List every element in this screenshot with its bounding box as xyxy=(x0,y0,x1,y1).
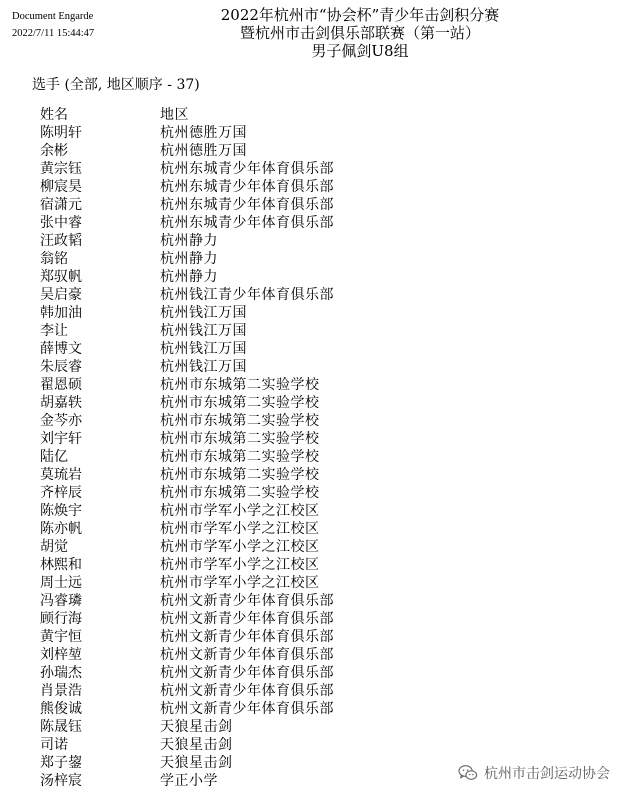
fencer-region: 天狼星击剑 xyxy=(160,755,233,771)
table-row xyxy=(40,160,334,178)
table-row xyxy=(40,340,334,358)
title-block xyxy=(150,6,570,60)
table-row xyxy=(40,592,334,610)
table-row xyxy=(40,682,334,700)
fencer-name: 陈明轩 xyxy=(40,125,82,141)
fencer-name: 孙瑞杰 xyxy=(40,665,82,681)
fencer-name: 韩加油 xyxy=(40,305,82,321)
fencer-region: 杭州市东城第二实验学校 xyxy=(160,377,320,393)
fencer-region: 杭州文新青少年体育俱乐部 xyxy=(160,647,334,663)
fencer-region: 天狼星击剑 xyxy=(160,737,233,753)
fencer-region: 杭州市学军小学之江校区 xyxy=(160,575,320,591)
fencer-region: 学正小学 xyxy=(160,773,218,789)
table-row xyxy=(40,754,334,772)
watermark xyxy=(458,763,610,783)
table-row xyxy=(40,250,334,268)
fencer-name: 胡嘉轶 xyxy=(40,395,82,411)
fencer-name: 张中睿 xyxy=(40,215,82,231)
fencer-name: 刘宇轩 xyxy=(40,431,82,447)
fencer-region: 杭州静力 xyxy=(160,233,218,249)
fencer-name: 林熙和 xyxy=(40,557,82,573)
fencer-region: 杭州东城青少年体育俱乐部 xyxy=(160,179,334,195)
fencer-name: 司诺 xyxy=(40,737,68,753)
table-row xyxy=(40,520,334,538)
table-row xyxy=(40,124,334,142)
table-row xyxy=(40,628,334,646)
fencer-name: 莫琉岩 xyxy=(40,467,82,483)
table-body xyxy=(40,124,334,790)
fencer-region: 杭州东城青少年体育俱乐部 xyxy=(160,161,334,177)
fencer-region: 杭州市东城第二实验学校 xyxy=(160,431,320,447)
table-row xyxy=(40,214,334,232)
fencer-region: 杭州钱江万国 xyxy=(160,305,247,321)
table-row xyxy=(40,178,334,196)
table-row xyxy=(40,574,334,592)
table-row xyxy=(40,430,334,448)
fencer-name: 刘梓堃 xyxy=(40,647,82,663)
fencer-name: 黄宇恒 xyxy=(40,629,82,645)
table-row xyxy=(40,466,334,484)
fencer-name: 翁铭 xyxy=(40,251,68,267)
fencer-region: 杭州文新青少年体育俱乐部 xyxy=(160,683,334,699)
fencer-name: 齐梓辰 xyxy=(40,485,82,501)
fencer-region: 杭州文新青少年体育俱乐部 xyxy=(160,665,334,681)
watermark-text: 杭州市击剑运动协会 xyxy=(484,766,610,782)
fencer-region: 杭州文新青少年体育俱乐部 xyxy=(160,629,334,645)
table-row xyxy=(40,358,334,376)
fencer-region: 杭州市学军小学之江校区 xyxy=(160,521,320,537)
fencer-region: 杭州文新青少年体育俱乐部 xyxy=(160,593,334,609)
fencer-region: 杭州钱江万国 xyxy=(160,341,247,357)
fencer-region: 杭州东城青少年体育俱乐部 xyxy=(160,215,334,231)
fencer-region: 杭州静力 xyxy=(160,269,218,285)
fencer-region: 杭州钱江万国 xyxy=(160,323,247,339)
fencer-name: 郑子鋆 xyxy=(40,755,82,771)
fencer-name: 翟恩硕 xyxy=(40,377,82,393)
app-name: Document Engarde xyxy=(12,11,94,22)
fencer-name: 黄宗钰 xyxy=(40,161,82,177)
fencer-name: 李让 xyxy=(40,323,68,339)
table-row xyxy=(40,412,334,430)
fencer-region: 杭州市东城第二实验学校 xyxy=(160,467,320,483)
fencer-region: 杭州市东城第二实验学校 xyxy=(160,485,320,501)
fencer-name: 陆亿 xyxy=(40,449,68,465)
fencer-region: 天狼星击剑 xyxy=(160,719,233,735)
fencer-name: 熊俊诚 xyxy=(40,701,82,717)
table-row xyxy=(40,196,334,214)
table-row xyxy=(40,646,334,664)
fencer-name: 顾行海 xyxy=(40,611,82,627)
fencer-name: 陈焕宇 xyxy=(40,503,82,519)
fencer-name: 余彬 xyxy=(40,143,68,159)
fencer-region: 杭州市学军小学之江校区 xyxy=(160,557,320,573)
fencer-region: 杭州静力 xyxy=(160,251,218,267)
table-row xyxy=(40,232,334,250)
timestamp: 2022/7/11 15:44:47 xyxy=(12,28,95,39)
fencer-name: 周士远 xyxy=(40,575,82,591)
fencer-region: 杭州德胜万国 xyxy=(160,143,247,159)
fencer-name: 郑驭帆 xyxy=(40,269,82,285)
title-line-1: 2022年杭州市“协会杯”青少年击剑积分赛 xyxy=(220,6,500,24)
table-row xyxy=(40,142,334,160)
table-row xyxy=(40,700,334,718)
table-row xyxy=(40,268,334,286)
table-row xyxy=(40,664,334,682)
table-row xyxy=(40,556,334,574)
fencer-name: 柳宸昊 xyxy=(40,179,82,195)
table-row xyxy=(40,448,334,466)
fencer-region: 杭州市学军小学之江校区 xyxy=(160,503,320,519)
section-label: 选手 (全部, 地区顺序 - 37) xyxy=(32,77,200,93)
wechat-icon xyxy=(458,764,478,782)
table-row xyxy=(40,718,334,736)
fencer-name: 汪政韬 xyxy=(40,233,82,249)
table-row xyxy=(40,538,334,556)
fencer-region: 杭州市东城第二实验学校 xyxy=(160,413,320,429)
table-row xyxy=(40,772,334,790)
fencer-region: 杭州钱江青少年体育俱乐部 xyxy=(160,287,334,303)
fencer-region: 杭州市东城第二实验学校 xyxy=(160,449,320,465)
fencer-name: 宿潇元 xyxy=(40,197,82,213)
fencer-region: 杭州文新青少年体育俱乐部 xyxy=(160,701,334,717)
fencer-name: 冯睿璘 xyxy=(40,593,82,609)
table-row xyxy=(40,304,334,322)
fencer-region: 杭州文新青少年体育俱乐部 xyxy=(160,611,334,627)
title-line-3: 男子佩剑U8组 xyxy=(311,42,409,60)
fencer-region: 杭州钱江万国 xyxy=(160,359,247,375)
table-row xyxy=(40,484,334,502)
fencer-region: 杭州市东城第二实验学校 xyxy=(160,395,320,411)
title-line-2: 暨杭州市击剑俱乐部联赛（第一站） xyxy=(239,24,480,42)
fencer-name: 吴启豪 xyxy=(40,287,82,303)
fencer-name: 胡觉 xyxy=(40,539,68,555)
fencer-name: 肖景浩 xyxy=(40,683,82,699)
column-header-name: 姓名 xyxy=(40,107,68,123)
fencer-region: 杭州德胜万国 xyxy=(160,125,247,141)
fencer-region: 杭州市学军小学之江校区 xyxy=(160,539,320,555)
table-row xyxy=(40,736,334,754)
table-header xyxy=(40,106,334,124)
table-row xyxy=(40,502,334,520)
table-row xyxy=(40,322,334,340)
fencer-name: 金芩亦 xyxy=(40,413,82,429)
fencer-name: 汤梓宸 xyxy=(40,773,82,789)
column-header-region: 地区 xyxy=(160,107,189,123)
fencer-region: 杭州东城青少年体育俱乐部 xyxy=(160,197,334,213)
fencer-name: 朱辰睿 xyxy=(40,359,82,375)
participants-table xyxy=(40,106,334,790)
table-row xyxy=(40,376,334,394)
table-row xyxy=(40,286,334,304)
fencer-name: 薛博文 xyxy=(40,341,82,357)
table-row xyxy=(40,610,334,628)
fencer-name: 陈晟钰 xyxy=(40,719,82,735)
fencer-name: 陈亦帆 xyxy=(40,521,82,537)
table-row xyxy=(40,394,334,412)
